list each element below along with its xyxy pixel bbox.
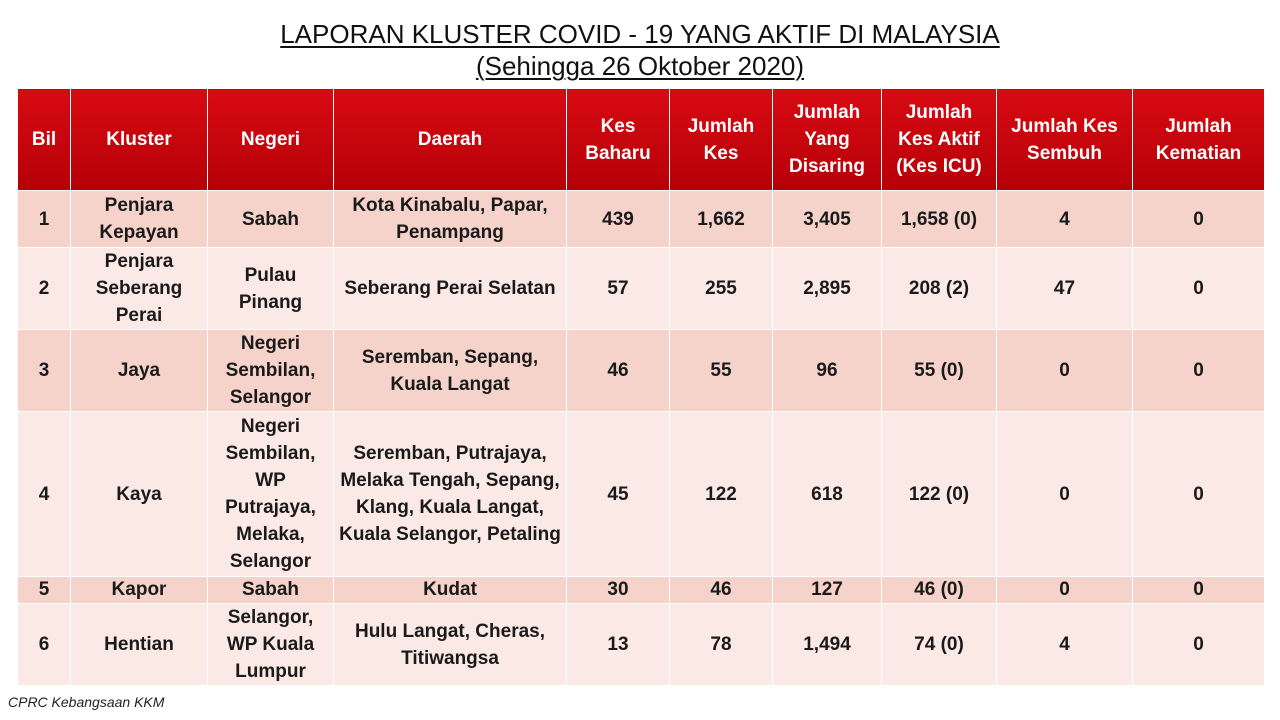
header-bil: Bil	[18, 89, 71, 191]
cell-jumlah-kes: 122	[670, 412, 773, 577]
cell-kluster: Hentian	[71, 604, 208, 686]
cell-jumlah-disaring: 2,895	[773, 248, 882, 330]
cell-kluster: Kapor	[71, 577, 208, 604]
cell-negeri: Negeri Sembilan, WP Putrajaya, Melaka, Selangor	[208, 412, 334, 577]
cell-kes-aktif: 1,658 (0)	[882, 191, 997, 248]
cell-daerah: Seremban, Sepang, Kuala Langat	[334, 330, 567, 412]
cell-jumlah-kes: 55	[670, 330, 773, 412]
cell-kluster: Kaya	[71, 412, 208, 577]
cell-daerah: Seremban, Putrajaya, Melaka Tengah, Sepang, Klang, Kuala Langat, Kuala Selangor, Petaling	[334, 412, 567, 577]
cell-kes-sembuh: 0	[997, 412, 1133, 577]
cell-kes-sembuh: 0	[997, 577, 1133, 604]
table-row	[18, 604, 1265, 686]
header-kes-sembuh: Jumlah Kes Sembuh	[997, 89, 1133, 191]
cell-kes-aktif: 122 (0)	[882, 412, 997, 577]
cell-kematian: 0	[1133, 412, 1265, 577]
cell-kematian: 0	[1133, 191, 1265, 248]
cell-jumlah-kes: 255	[670, 248, 773, 330]
cell-negeri: Selangor, WP Kuala Lumpur	[208, 604, 334, 686]
cell-jumlah-kes: 1,662	[670, 191, 773, 248]
cell-daerah: Hulu Langat, Cheras, Titiwangsa	[334, 604, 567, 686]
cell-kes-aktif: 46 (0)	[882, 577, 997, 604]
cell-kes-sembuh: 4	[997, 604, 1133, 686]
cell-kematian: 0	[1133, 604, 1265, 686]
cell-daerah: Seberang Perai Selatan	[334, 248, 567, 330]
header-daerah: Daerah	[334, 89, 567, 191]
report-title	[0, 18, 1280, 82]
header-jumlah-disaring: Jumlah Yang Disaring	[773, 89, 882, 191]
header-kluster: Kluster	[71, 89, 208, 191]
cell-kes-sembuh: 0	[997, 330, 1133, 412]
table-row	[18, 248, 1265, 330]
cell-kluster: Penjara Kepayan	[71, 191, 208, 248]
table-row	[18, 330, 1265, 412]
cell-kluster: Penjara Seberang Perai	[71, 248, 208, 330]
table-header-row	[18, 89, 1265, 191]
header-jumlah-kes: Jumlah Kes	[670, 89, 773, 191]
cell-kes-baharu: 57	[567, 248, 670, 330]
cell-kematian: 0	[1133, 577, 1265, 604]
header-kes-aktif: Jumlah Kes Aktif (Kes ICU)	[882, 89, 997, 191]
cell-kes-baharu: 45	[567, 412, 670, 577]
cell-kes-sembuh: 4	[997, 191, 1133, 248]
cell-bil: 4	[18, 412, 71, 577]
cell-negeri: Pulau Pinang	[208, 248, 334, 330]
cell-kes-baharu: 13	[567, 604, 670, 686]
title-line-1: LAPORAN KLUSTER COVID - 19 YANG AKTIF DI MALAYSIA	[280, 19, 1000, 49]
cell-bil: 2	[18, 248, 71, 330]
title-line-2: (Sehingga 26 Oktober 2020)	[475, 51, 805, 81]
cell-jumlah-disaring: 96	[773, 330, 882, 412]
cluster-table	[17, 88, 1265, 686]
cell-kematian: 0	[1133, 330, 1265, 412]
cell-kematian: 0	[1133, 248, 1265, 330]
header-kes-baharu: Kes Baharu	[567, 89, 670, 191]
cell-jumlah-kes: 46	[670, 577, 773, 604]
cell-daerah: Kudat	[334, 577, 567, 604]
cell-jumlah-disaring: 127	[773, 577, 882, 604]
header-negeri: Negeri	[208, 89, 334, 191]
cell-jumlah-disaring: 3,405	[773, 191, 882, 248]
cell-kes-baharu: 30	[567, 577, 670, 604]
cell-jumlah-kes: 78	[670, 604, 773, 686]
cell-kes-aktif: 74 (0)	[882, 604, 997, 686]
table-row	[18, 577, 1265, 604]
cell-negeri: Negeri Sembilan, Selangor	[208, 330, 334, 412]
cell-bil: 6	[18, 604, 71, 686]
table-row	[18, 191, 1265, 248]
cell-bil: 1	[18, 191, 71, 248]
cell-kes-aktif: 208 (2)	[882, 248, 997, 330]
cell-kes-baharu: 46	[567, 330, 670, 412]
cell-kes-baharu: 439	[567, 191, 670, 248]
cell-kes-aktif: 55 (0)	[882, 330, 997, 412]
cell-kes-sembuh: 47	[997, 248, 1133, 330]
cell-negeri: Sabah	[208, 191, 334, 248]
cell-kluster: Jaya	[71, 330, 208, 412]
cell-jumlah-disaring: 618	[773, 412, 882, 577]
cell-bil: 5	[18, 577, 71, 604]
cell-negeri: Sabah	[208, 577, 334, 604]
table-row	[18, 412, 1265, 577]
source-footer: CPRC Kebangsaan KKM	[8, 694, 165, 710]
header-kematian: Jumlah Kematian	[1133, 89, 1265, 191]
cell-jumlah-disaring: 1,494	[773, 604, 882, 686]
cell-daerah: Kota Kinabalu, Papar, Penampang	[334, 191, 567, 248]
cell-bil: 3	[18, 330, 71, 412]
